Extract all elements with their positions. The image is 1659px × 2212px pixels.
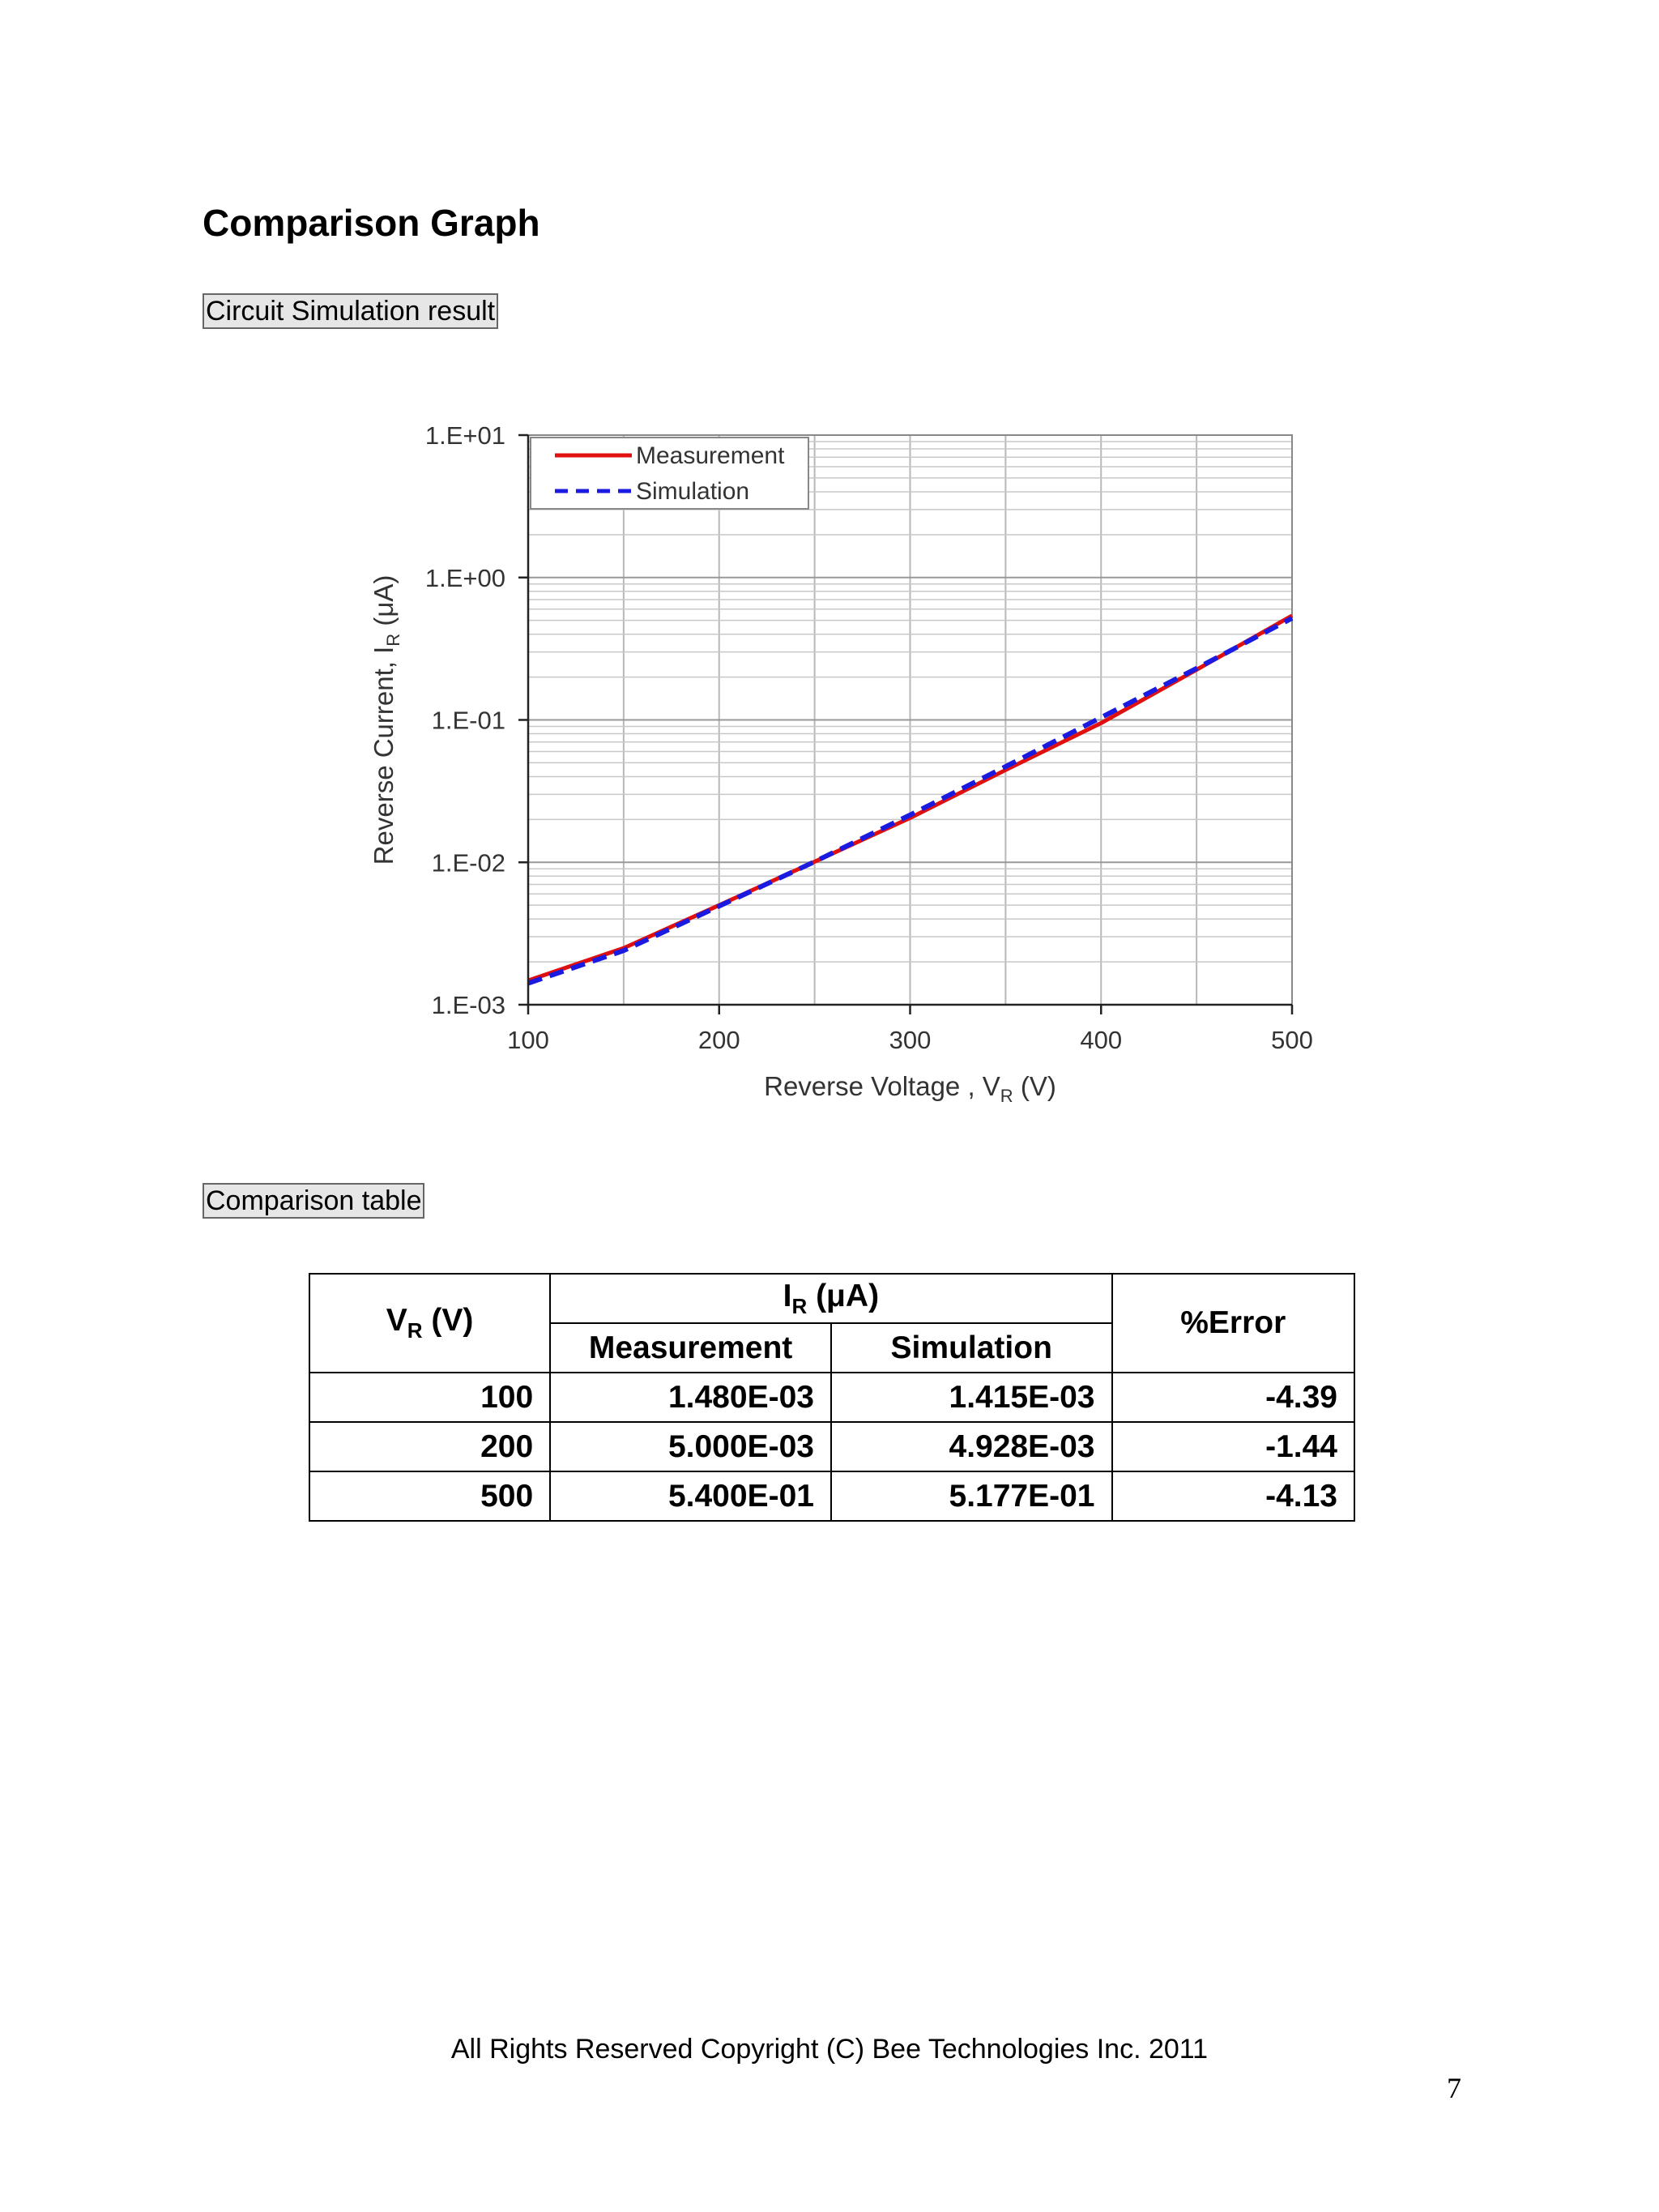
cell-error: -4.39	[1112, 1373, 1355, 1422]
cell-error: -1.44	[1112, 1422, 1355, 1471]
comparison-table	[309, 1273, 1355, 1522]
y-tick-label: 1.E-03	[431, 991, 505, 1019]
table-row	[309, 1373, 1354, 1422]
table-header-row	[309, 1274, 1354, 1323]
cell-vr: 100	[309, 1373, 550, 1422]
x-tick-label: 200	[697, 1026, 740, 1054]
cell-vr: 200	[309, 1422, 550, 1471]
section-label-graph: Circuit Simulation result	[203, 293, 498, 329]
cell-measurement: 5.000E-03	[550, 1422, 831, 1471]
data-point-measurement	[1101, 723, 1102, 724]
y-tick-label: 1.E-01	[431, 706, 505, 735]
reverse-current-chart	[356, 401, 1328, 1114]
y-tick-label: 1.E-02	[431, 848, 505, 878]
data-point-simulation	[814, 861, 815, 862]
data-point-simulation	[1101, 717, 1102, 718]
cell-vr: 500	[309, 1471, 550, 1521]
copyright-footer: All Rights Reserved Copyright (C) Bee Technologies Inc. 2011	[450, 2034, 1209, 2065]
table-row	[309, 1422, 1354, 1471]
x-tick-label: 400	[1080, 1026, 1123, 1054]
table-row	[309, 1471, 1354, 1521]
x-tick-label: 300	[889, 1026, 932, 1054]
section-label-table: Comparison table	[203, 1183, 424, 1219]
cell-simulation: 5.177E-01	[831, 1471, 1112, 1521]
x-axis-label: Reverse Voltage , $V_R$ (V)	[764, 1071, 1056, 1106]
chart-tick-labels	[425, 421, 1313, 1054]
y-axis-label: Reverse Current, $I_R$ (μA)	[369, 574, 403, 865]
data-point-simulation	[1292, 618, 1293, 619]
y-tick-label: 1.E+00	[424, 563, 505, 592]
data-point-simulation	[623, 950, 624, 951]
cell-measurement: 5.400E-01	[550, 1471, 831, 1521]
y-tick-label: 1.E+01	[424, 421, 505, 450]
cell-measurement: 1.480E-03	[550, 1373, 831, 1422]
chart-axes	[518, 435, 1292, 1014]
header-error: %Error	[1112, 1274, 1355, 1373]
header-ir: $I_R$ (μA)	[550, 1274, 1111, 1323]
chart-legend	[531, 438, 808, 509]
header-measurement: Measurement	[550, 1323, 831, 1373]
page-number: 7	[1447, 2072, 1461, 2104]
data-point-simulation	[910, 814, 911, 815]
header-simulation: Simulation	[831, 1323, 1112, 1373]
chart-grid	[528, 435, 1292, 1005]
page-title: Comparison Graph	[203, 202, 540, 244]
legend-label-simulation: Simulation	[636, 478, 750, 505]
cell-simulation: 1.415E-03	[831, 1373, 1112, 1422]
legend-label-measurement: Measurement	[636, 442, 785, 469]
x-tick-label: 500	[1271, 1026, 1313, 1054]
data-point-measurement	[1005, 770, 1006, 771]
header-vr: $V_R$ (V)	[309, 1274, 550, 1373]
cell-simulation: 4.928E-03	[831, 1422, 1112, 1471]
cell-error: -4.13	[1112, 1471, 1355, 1521]
data-point-measurement	[1292, 615, 1293, 616]
x-tick-label: 100	[507, 1026, 549, 1054]
